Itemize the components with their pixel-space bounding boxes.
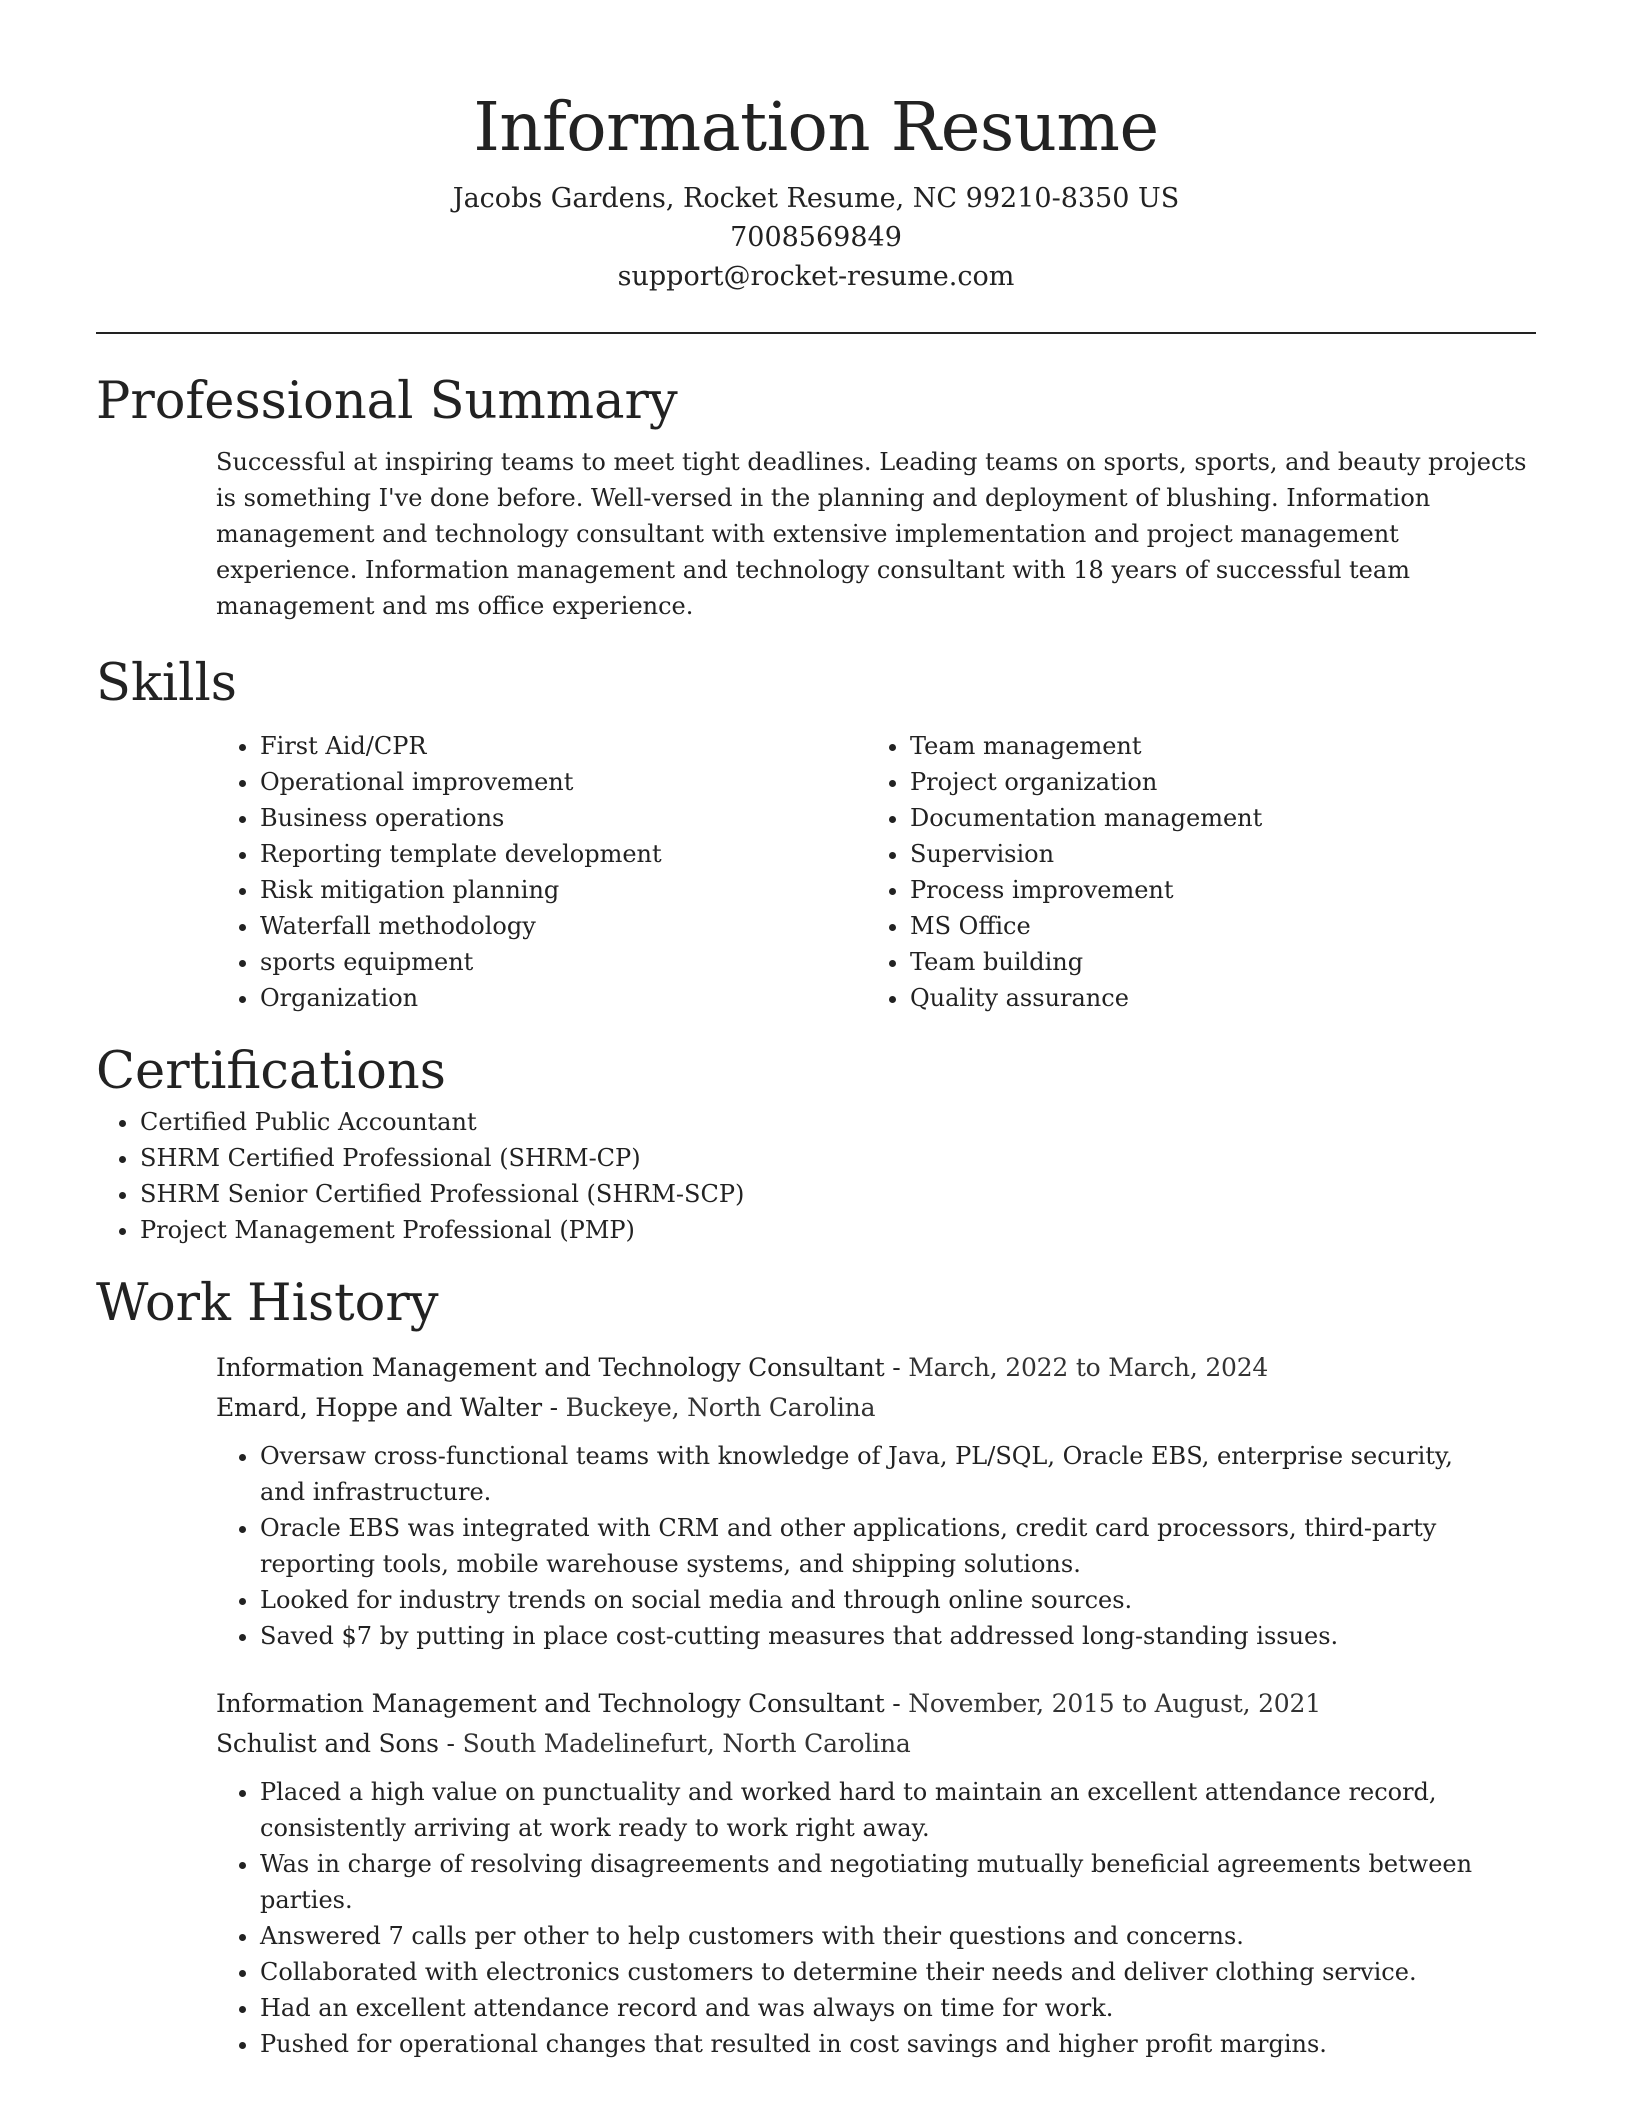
contact-phone: 7008569849 (730, 222, 902, 253)
skill-item: • Team building (910, 944, 1510, 980)
job-separator: - (438, 1729, 463, 1758)
certification-item: • SHRM Senior Certified Professional (SHRM-SCP) (140, 1176, 1536, 1212)
certification-item: • Certified Public Accountant (140, 1104, 1536, 1140)
contact-email: support@rocket-resume.com (617, 261, 1015, 292)
job-bullet: • Answered 7 calls per other to help customers with their questions and concerns. (260, 1918, 1505, 1954)
contact-block (96, 179, 1536, 296)
skill-item: • Organization (260, 980, 866, 1016)
job-entry (216, 1684, 1536, 2062)
certifications-list (96, 1104, 1536, 1248)
skill-item: • Quality assurance (910, 980, 1510, 1016)
job-company-line (216, 1724, 1536, 1764)
skill-item: • Waterfall methodology (260, 908, 866, 944)
skill-item: • Project organization (910, 764, 1510, 800)
job-separator: - (541, 1393, 566, 1422)
job-separator: - (884, 1353, 909, 1382)
skill-item: • Reporting template development (260, 836, 866, 872)
skill-item: • Team management (910, 728, 1510, 764)
skill-item: • Supervision (910, 836, 1510, 872)
job-dates: November, 2015 to August, 2021 (908, 1689, 1321, 1718)
job-bullet: • Saved $7 by putting in place cost-cutting measures that addressed long-standing issues. (260, 1618, 1505, 1654)
summary-section (96, 370, 1536, 624)
skills-list-left (216, 728, 866, 1016)
job-bullet: • Pushed for operational changes that resulted in cost savings and higher profit margins. (260, 2026, 1505, 2062)
skill-item: • Process improvement (910, 872, 1510, 908)
skill-item: • First Aid/CPR (260, 728, 866, 764)
job-bullet: • Oversaw cross-functional teams with knowledge of Java, PL/SQL, Oracle EBS, enterprise security, and infrastructure. (260, 1438, 1505, 1510)
job-title-line (216, 1684, 1536, 1724)
skill-item: • Documentation management (910, 800, 1510, 836)
job-company-line (216, 1388, 1536, 1428)
job-separator: - (884, 1689, 909, 1718)
contact-address: Jacobs Gardens, Rocket Resume, NC 99210-8350 US (452, 183, 1180, 214)
skills-columns (216, 728, 1536, 1016)
work-history-heading: Work History (96, 1274, 439, 1333)
job-bullet: • Had an excellent attendance record and was always on time for work. (260, 1990, 1505, 2026)
certification-item: • SHRM Certified Professional (SHRM-CP) (140, 1140, 1536, 1176)
skills-section (96, 652, 1536, 1016)
skills-heading: Skills (96, 654, 237, 713)
skill-item: • MS Office (910, 908, 1510, 944)
skill-item: • Business operations (260, 800, 866, 836)
certification-item: • Project Management Professional (PMP) (140, 1212, 1536, 1248)
job-location: Buckeye, North Carolina (565, 1393, 876, 1422)
skill-item: • sports equipment (260, 944, 866, 980)
job-bullet: • Collaborated with electronics customers to determine their needs and deliver clothing service. (260, 1954, 1505, 1990)
job-dates: March, 2022 to March, 2024 (908, 1353, 1269, 1382)
job-entry (216, 1348, 1536, 1654)
job-company: Emard, Hoppe and Walter (216, 1393, 542, 1422)
header-divider (96, 332, 1536, 334)
job-location: South Madelinefurt, North Carolina (462, 1729, 911, 1758)
skill-item: • Operational improvement (260, 764, 866, 800)
certifications-heading: Certifications (96, 1042, 446, 1101)
job-company: Schulist and Sons (216, 1729, 439, 1758)
job-bullets (216, 1774, 1505, 2062)
resume-page (96, 0, 1536, 2062)
skills-list-right (866, 728, 1510, 1016)
job-bullet: • Was in charge of resolving disagreements and negotiating mutually beneficial agreements between parties. (260, 1846, 1505, 1918)
job-bullet: • Placed a high value on punctuality and worked hard to maintain an excellent attendance record, consistently arriving at work ready to work right away. (260, 1774, 1505, 1846)
summary-heading: Professional Summary (96, 372, 678, 431)
summary-text: Successful at inspiring teams to meet tight deadlines. Leading teams on sports, sports, and beauty projects is something I've done before. Well-versed in the planning and deployment of blushing. Information management and technology consultant with extensive implementation and project management experience. Information management and technology consultant with 18 years of successful team management and ms office experience. (216, 448, 1527, 620)
job-bullet: • Looked for industry trends on social media and through online sources. (260, 1582, 1505, 1618)
work-history-section (96, 1272, 1536, 2062)
skill-item: • Risk mitigation planning (260, 872, 866, 908)
job-title: Information Management and Technology Consultant (216, 1353, 885, 1382)
job-title-line (216, 1348, 1536, 1388)
job-bullets (216, 1438, 1505, 1654)
resume-name: Information Resume (473, 88, 1159, 166)
job-bullet: • Oracle EBS was integrated with CRM and other applications, credit card processors, third-party reporting tools, mobile warehouse systems, and shipping solutions. (260, 1510, 1505, 1582)
certifications-section (96, 1040, 1536, 1248)
job-title: Information Management and Technology Consultant (216, 1689, 885, 1718)
